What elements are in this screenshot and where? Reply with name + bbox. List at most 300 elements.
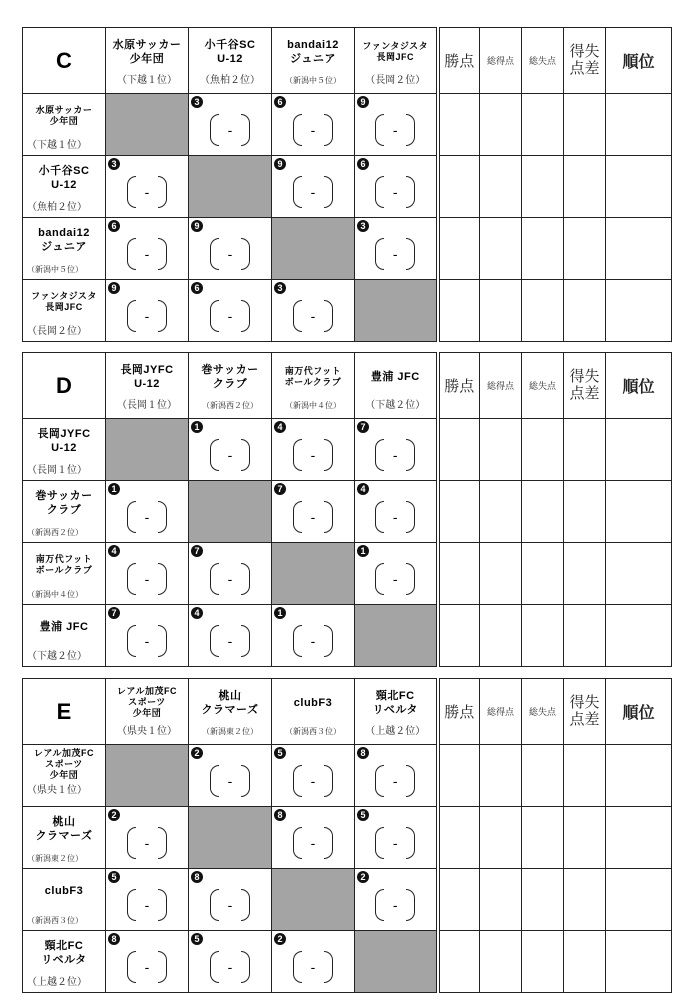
match-cell[interactable]: [189, 605, 272, 667]
score-dash: -: [310, 835, 316, 851]
score-dash: -: [144, 571, 150, 587]
score-dash: -: [392, 773, 398, 789]
match-cell[interactable]: [189, 931, 272, 993]
team-rank: （県央１位）: [117, 725, 177, 737]
score-slot[interactable]: [375, 827, 415, 859]
score-dash: -: [392, 571, 398, 587]
match-number: 7: [191, 545, 203, 557]
match-cell[interactable]: [189, 419, 272, 481]
goals-against-header: 総失点: [522, 679, 564, 745]
goal-diff-cell[interactable]: [564, 156, 606, 218]
col-team-header: [189, 28, 272, 94]
score-slot[interactable]: [293, 765, 333, 797]
match-cell[interactable]: [355, 543, 438, 605]
row-team-header: [23, 481, 106, 543]
team-name: 長岡JYFC U-12: [120, 363, 174, 390]
score-slot[interactable]: [210, 300, 250, 332]
bracket-right: [158, 827, 167, 859]
score-slot[interactable]: [210, 114, 250, 146]
score-slot[interactable]: [293, 827, 333, 859]
win-points-cell[interactable]: [438, 419, 480, 481]
score-slot[interactable]: [375, 439, 415, 471]
match-number: 5: [357, 809, 369, 821]
team-name: 豊浦 JFC: [370, 370, 420, 383]
match-cell[interactable]: [355, 481, 438, 543]
goals-for-cell[interactable]: [480, 745, 522, 807]
score-slot[interactable]: [210, 765, 250, 797]
match-cell[interactable]: [272, 807, 355, 869]
row-team-header: [23, 605, 106, 667]
team-name: レアル加茂FC スポーツ 少年団: [33, 747, 95, 780]
score-dash: -: [144, 633, 150, 649]
match-cell[interactable]: [272, 745, 355, 807]
goals-for-cell[interactable]: [480, 156, 522, 218]
team-row: [23, 807, 672, 869]
bracket-left: [293, 176, 302, 208]
rank-cell[interactable]: [606, 543, 672, 605]
rank-cell[interactable]: [606, 869, 672, 931]
match-number: 3: [357, 220, 369, 232]
team-row: [23, 869, 672, 931]
goal-diff-cell[interactable]: [564, 807, 606, 869]
bracket-left: [210, 114, 219, 146]
score-slot[interactable]: [293, 951, 333, 983]
score-dash: -: [227, 571, 233, 587]
match-number: 1: [357, 545, 369, 557]
goals-for-cell[interactable]: [480, 94, 522, 156]
score-dash: -: [144, 897, 150, 913]
goals-for-cell[interactable]: [480, 419, 522, 481]
goals-against-cell[interactable]: [522, 156, 564, 218]
self-match-cell: [355, 605, 438, 667]
col-team-header: [106, 353, 189, 419]
bracket-left: [375, 238, 384, 270]
goal-diff-cell[interactable]: [564, 869, 606, 931]
team-name: 小千谷SC U-12: [38, 165, 90, 191]
team-rank: （長岡２位）: [365, 74, 426, 86]
bracket-right: [324, 176, 333, 208]
goals-against-cell[interactable]: [522, 745, 564, 807]
score-slot[interactable]: [375, 238, 415, 270]
match-cell[interactable]: [106, 807, 189, 869]
bracket-left: [127, 889, 136, 921]
score-slot[interactable]: [210, 238, 250, 270]
match-cell[interactable]: [355, 807, 438, 869]
bracket-right: [158, 951, 167, 983]
team-rank: （長岡２位）: [27, 326, 87, 337]
goals-for-cell[interactable]: [480, 605, 522, 667]
score-slot[interactable]: [293, 176, 333, 208]
win-points-cell[interactable]: [438, 605, 480, 667]
match-cell[interactable]: [355, 419, 438, 481]
match-number: 9: [274, 158, 286, 170]
goal-diff-cell[interactable]: [564, 481, 606, 543]
score-slot[interactable]: [293, 300, 333, 332]
score-dash: -: [144, 184, 150, 200]
goals-against-cell[interactable]: [522, 543, 564, 605]
bracket-right: [241, 765, 250, 797]
score-dash: -: [227, 897, 233, 913]
match-number: 8: [108, 933, 120, 945]
match-cell[interactable]: [189, 218, 272, 280]
score-dash: -: [310, 633, 316, 649]
score-slot[interactable]: [375, 563, 415, 595]
score-slot[interactable]: [375, 501, 415, 533]
rank-cell[interactable]: [606, 931, 672, 993]
self-match-cell: [272, 869, 355, 931]
bracket-right: [324, 951, 333, 983]
goals-for-cell[interactable]: [480, 218, 522, 280]
goals-against-header: 総失点: [522, 28, 564, 94]
rank-cell[interactable]: [606, 156, 672, 218]
team-name: 豊浦 JFC: [39, 621, 89, 633]
team-rank: （新潟中５位）: [27, 265, 83, 274]
bracket-right: [241, 625, 250, 657]
goals-for-header: 総得点: [480, 353, 522, 419]
score-slot[interactable]: [127, 300, 167, 332]
bracket-right: [241, 951, 250, 983]
self-match-cell: [189, 481, 272, 543]
team-name: bandai12 ジュニア: [287, 38, 339, 65]
score-slot[interactable]: [293, 114, 333, 146]
team-row: [23, 605, 672, 667]
match-number: 7: [108, 607, 120, 619]
team-name: 巻サッカー クラブ: [201, 363, 259, 390]
bracket-right: [324, 827, 333, 859]
bracket-left: [210, 563, 219, 595]
match-cell[interactable]: [272, 156, 355, 218]
score-dash: -: [227, 246, 233, 262]
row-team-header: [23, 931, 106, 993]
bracket-left: [293, 951, 302, 983]
team-rank: （新潟西２位）: [202, 400, 258, 410]
bracket-left: [293, 625, 302, 657]
match-cell[interactable]: [106, 543, 189, 605]
goals-against-cell[interactable]: [522, 419, 564, 481]
bracket-left: [127, 625, 136, 657]
col-team-header: [355, 353, 438, 419]
bracket-left: [127, 300, 136, 332]
match-number: 6: [274, 96, 286, 108]
match-cell[interactable]: [189, 280, 272, 342]
goal-diff-cell[interactable]: [564, 419, 606, 481]
goal-diff-cell[interactable]: [564, 931, 606, 993]
goals-for-header: 総得点: [480, 28, 522, 94]
score-slot[interactable]: [127, 501, 167, 533]
win-points-cell[interactable]: [438, 481, 480, 543]
win-points-cell[interactable]: [438, 94, 480, 156]
match-cell[interactable]: [272, 931, 355, 993]
team-name: clubF3: [293, 696, 333, 709]
bracket-right: [324, 625, 333, 657]
match-cell[interactable]: [355, 94, 438, 156]
goals-for-cell[interactable]: [480, 280, 522, 342]
score-slot[interactable]: [127, 238, 167, 270]
match-number: 9: [191, 220, 203, 232]
team-rank: （県央１位）: [27, 785, 87, 796]
match-number: 6: [191, 282, 203, 294]
team-row: [23, 218, 672, 280]
win-points-cell[interactable]: [438, 543, 480, 605]
team-name: bandai12 ジュニア: [38, 227, 90, 253]
self-match-cell: [355, 931, 438, 993]
team-rank: （下越１位）: [117, 74, 177, 86]
bracket-left: [375, 439, 384, 471]
bracket-left: [293, 765, 302, 797]
bracket-left: [293, 114, 302, 146]
row-team-header: [23, 94, 106, 156]
bracket-left: [293, 827, 302, 859]
score-dash: -: [144, 509, 150, 525]
goal-diff-cell[interactable]: [564, 218, 606, 280]
team-row: [23, 543, 672, 605]
goals-for-cell[interactable]: [480, 481, 522, 543]
score-slot[interactable]: [210, 889, 250, 921]
bracket-left: [293, 300, 302, 332]
score-dash: -: [392, 246, 398, 262]
score-dash: -: [144, 959, 150, 975]
goal-diff-cell[interactable]: [564, 605, 606, 667]
team-name: 桃山 クラマーズ: [201, 689, 259, 716]
team-name: 巻サッカー クラブ: [35, 490, 93, 516]
score-dash: -: [392, 447, 398, 463]
team-name: 水原サッカー 少年団: [35, 105, 93, 126]
score-slot[interactable]: [293, 501, 333, 533]
team-rank: （新潟西３位）: [285, 726, 341, 736]
bracket-left: [375, 563, 384, 595]
group-letter: E: [23, 679, 106, 745]
bracket-right: [241, 300, 250, 332]
match-cell[interactable]: [355, 156, 438, 218]
goals-against-cell[interactable]: [522, 94, 564, 156]
match-number: 5: [191, 933, 203, 945]
team-row: [23, 931, 672, 993]
score-dash: -: [310, 509, 316, 525]
team-rank: （新潟西２位）: [27, 528, 83, 537]
score-slot[interactable]: [127, 625, 167, 657]
win-points-cell[interactable]: [438, 745, 480, 807]
group-d-table: [22, 352, 672, 667]
bracket-left: [127, 827, 136, 859]
goals-against-cell[interactable]: [522, 605, 564, 667]
bracket-right: [158, 300, 167, 332]
match-number: 1: [108, 483, 120, 495]
bracket-left: [210, 439, 219, 471]
goal-diff-cell[interactable]: [564, 745, 606, 807]
row-team-header: [23, 280, 106, 342]
goals-against-cell[interactable]: [522, 481, 564, 543]
rank-header: 順位: [606, 28, 672, 94]
match-cell[interactable]: [189, 543, 272, 605]
score-dash: -: [310, 308, 316, 324]
rank-cell[interactable]: [606, 94, 672, 156]
score-dash: -: [227, 308, 233, 324]
match-cell[interactable]: [189, 94, 272, 156]
score-dash: -: [144, 835, 150, 851]
score-slot[interactable]: [375, 889, 415, 921]
win-points-cell[interactable]: [438, 869, 480, 931]
win-points-cell[interactable]: [438, 218, 480, 280]
rank-cell[interactable]: [606, 605, 672, 667]
team-row: [23, 481, 672, 543]
goal-diff-cell[interactable]: [564, 280, 606, 342]
team-rank: （下越１位）: [27, 140, 87, 151]
match-cell[interactable]: [355, 218, 438, 280]
rank-cell[interactable]: [606, 807, 672, 869]
score-slot[interactable]: [210, 625, 250, 657]
goals-for-cell[interactable]: [480, 869, 522, 931]
goal-diff-header: [564, 353, 606, 419]
match-cell[interactable]: [355, 745, 438, 807]
match-cell[interactable]: [106, 481, 189, 543]
score-dash: -: [392, 897, 398, 913]
team-name: clubF3: [44, 885, 84, 897]
bracket-left: [210, 300, 219, 332]
match-cell[interactable]: [272, 419, 355, 481]
self-match-cell: [189, 156, 272, 218]
match-number: 2: [191, 747, 203, 759]
score-slot[interactable]: [293, 625, 333, 657]
team-row: [23, 156, 672, 218]
match-number: 9: [108, 282, 120, 294]
team-rank: （長岡１位）: [27, 465, 87, 476]
row-team-header: [23, 543, 106, 605]
bracket-right: [241, 439, 250, 471]
team-row: [23, 419, 672, 481]
goals-for-cell[interactable]: [480, 543, 522, 605]
bracket-left: [210, 951, 219, 983]
team-row: [23, 94, 672, 156]
score-slot[interactable]: [127, 889, 167, 921]
match-number: 3: [108, 158, 120, 170]
score-slot[interactable]: [375, 765, 415, 797]
goals-against-cell[interactable]: [522, 807, 564, 869]
team-rank: （魚柏２位）: [27, 202, 87, 213]
match-cell[interactable]: [106, 156, 189, 218]
col-team-header: [272, 679, 355, 745]
score-slot[interactable]: [293, 439, 333, 471]
win-points-cell[interactable]: [438, 280, 480, 342]
score-dash: -: [310, 184, 316, 200]
bracket-right: [158, 238, 167, 270]
self-match-cell: [272, 543, 355, 605]
goals-against-cell[interactable]: [522, 218, 564, 280]
bracket-right: [158, 501, 167, 533]
match-number: 4: [357, 483, 369, 495]
score-dash: -: [144, 308, 150, 324]
rank-cell[interactable]: [606, 280, 672, 342]
group-e-table: [22, 678, 672, 993]
col-team-header: [106, 679, 189, 745]
win-points-header: 勝点: [438, 353, 480, 419]
score-slot[interactable]: [210, 563, 250, 595]
row-team-header: [23, 419, 106, 481]
score-slot[interactable]: [210, 951, 250, 983]
match-number: 4: [274, 421, 286, 433]
score-slot[interactable]: [375, 114, 415, 146]
team-rank: （新潟中４位）: [285, 400, 341, 410]
goals-for-cell[interactable]: [480, 807, 522, 869]
goal-diff-cell[interactable]: [564, 543, 606, 605]
match-cell[interactable]: [189, 869, 272, 931]
goals-against-cell[interactable]: [522, 869, 564, 931]
goals-for-cell[interactable]: [480, 931, 522, 993]
win-points-cell[interactable]: [438, 807, 480, 869]
match-cell[interactable]: [272, 605, 355, 667]
bracket-right: [324, 765, 333, 797]
match-cell[interactable]: [106, 931, 189, 993]
match-cell[interactable]: [272, 481, 355, 543]
rank-cell[interactable]: [606, 419, 672, 481]
goal-diff-cell[interactable]: [564, 94, 606, 156]
bracket-left: [210, 765, 219, 797]
match-cell[interactable]: [106, 869, 189, 931]
match-cell[interactable]: [355, 869, 438, 931]
bracket-right: [241, 114, 250, 146]
bracket-left: [127, 951, 136, 983]
match-number: 4: [108, 545, 120, 557]
rank-cell[interactable]: [606, 218, 672, 280]
row-team-header: [23, 156, 106, 218]
score-dash: -: [310, 122, 316, 138]
win-points-cell[interactable]: [438, 156, 480, 218]
bracket-left: [210, 238, 219, 270]
match-cell[interactable]: [106, 218, 189, 280]
score-dash: -: [227, 773, 233, 789]
match-number: 1: [191, 421, 203, 433]
bracket-right: [241, 563, 250, 595]
goals-against-cell[interactable]: [522, 280, 564, 342]
team-name: 頸北FC リベルタ: [372, 689, 418, 716]
row-team-header: [23, 745, 106, 807]
header-row: [23, 28, 672, 94]
score-slot[interactable]: [127, 563, 167, 595]
match-cell[interactable]: [106, 280, 189, 342]
win-points-cell[interactable]: [438, 931, 480, 993]
goals-for-header: 総得点: [480, 679, 522, 745]
score-dash: -: [392, 184, 398, 200]
team-name: 頸北FC リベルタ: [41, 940, 87, 966]
score-slot[interactable]: [127, 176, 167, 208]
col-team-header: [355, 679, 438, 745]
goals-against-cell[interactable]: [522, 931, 564, 993]
score-slot[interactable]: [127, 951, 167, 983]
team-name: 水原サッカー 少年団: [112, 38, 182, 65]
rank-cell[interactable]: [606, 745, 672, 807]
match-cell[interactable]: [106, 605, 189, 667]
team-row: [23, 745, 672, 807]
score-slot[interactable]: [210, 439, 250, 471]
team-name: レアル加茂FC スポーツ 少年団: [116, 686, 178, 718]
bracket-left: [375, 176, 384, 208]
team-row: [23, 280, 672, 342]
team-name: 小千谷SC U-12: [204, 38, 256, 65]
team-name: 長岡JYFC U-12: [37, 428, 91, 454]
bracket-right: [158, 563, 167, 595]
bracket-right: [241, 238, 250, 270]
rank-cell[interactable]: [606, 481, 672, 543]
score-slot[interactable]: [375, 176, 415, 208]
bracket-left: [293, 501, 302, 533]
col-team-header: [272, 28, 355, 94]
match-cell[interactable]: [189, 745, 272, 807]
score-dash: -: [392, 509, 398, 525]
bracket-right: [241, 889, 250, 921]
score-slot[interactable]: [127, 827, 167, 859]
match-cell[interactable]: [272, 280, 355, 342]
row-team-header: [23, 807, 106, 869]
match-cell[interactable]: [272, 94, 355, 156]
